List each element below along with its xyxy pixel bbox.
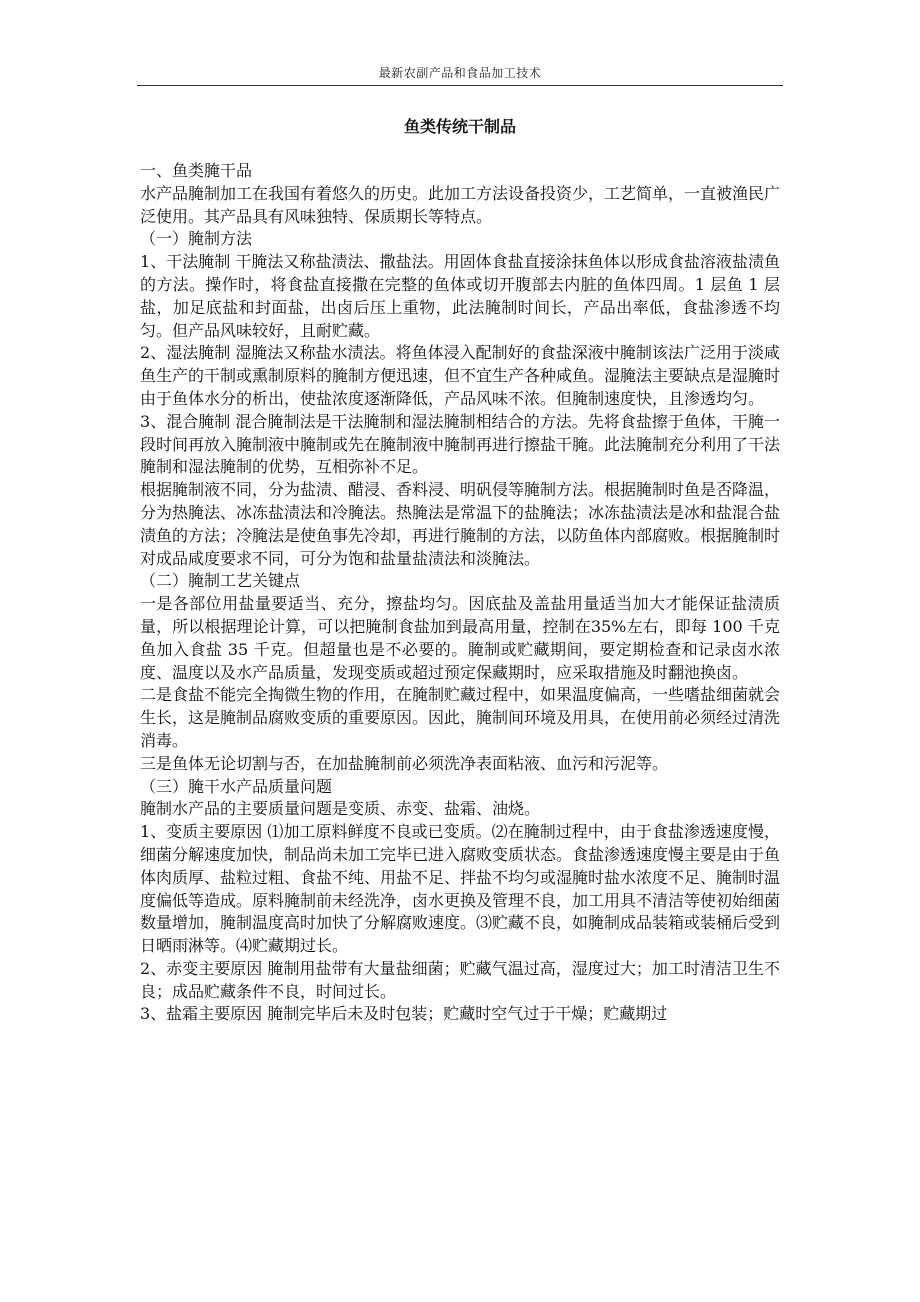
paragraph: 1、干法腌制 干腌法又称盐渍法、撒盐法。用固体食盐直接涂抹鱼体以形成食盐溶液盐渍鱼的方法。操作时，将食盐直接撒在完整的鱼体或切开腹部去内脏的鱼体四周。1 层鱼 1 层盐，加足底盐和封面盐，出卤后压上重物，此法腌制时间长，产品出率低，食盐渗透不均匀。但产品风味较好，且耐贮藏。: [140, 252, 780, 340]
paragraph: 一是各部位用盐量要适当、充分，擦盐均匀。因底盐及盖盐用量适当加大才能保证盐渍质量，所以根据理论计算，可以把腌制食盐加到最高用量，控制在35%左右，即每 100 千克鱼加入食盐 35 千克。但超量也是不必要的。腌制或贮藏期间，要定期检查和记录卤水浓度、温度以及水产品质量，发现变质或超过预定保藏期时，应采取措施及时翻池换卤。: [140, 594, 780, 682]
paragraph: 1、变质主要原因 ⑴加工原料鲜度不良或已变质。⑵在腌制过程中，由于食盐渗透速度慢，细菌分解速度加快，制品尚未加工完毕已进入腐败变质状态。食盐渗透速度慢主要是由于鱼体肉质厚、盐粒过粗、食盐不纯、用盐不足、拌盐不均匀或湿腌时盐水浓度不足、腌制时温度偏低等造成。原料腌制前未经洗净，卤水更换及管理不良，加工用具不清洁等使初始细菌数量增加，腌制温度高时加快了分解腐败速度。⑶贮藏不良，如腌制成品装箱或装桶后受到日晒雨淋等。⑷贮藏期过长。: [140, 822, 781, 956]
section-heading: 一、鱼类腌干品: [140, 161, 253, 180]
subsection-heading: （一）腌制方法: [140, 229, 253, 249]
document-title: 鱼类传统干制品: [403, 117, 516, 136]
paragraph: 2、赤变主要原因 腌制用盐带有大量盐细菌；贮藏气温过高，湿度过大；加工时清洁卫生不良；成品贮藏条件不良，时间过长。: [140, 958, 780, 1001]
paragraph: 3、盐霜主要原因 腌制完毕后未及时包装；贮藏时空气过于干燥；贮藏期过: [140, 1004, 668, 1024]
paragraph: 二是食盐不能完全掏微生物的作用，在腌制贮藏过程中，如果温度偏高，一些嗜盐细菌就会生长，这是腌制品腐败变质的重要原因。因此，腌制间环境及用具，在使用前必须经过清洗消毒。: [140, 685, 781, 750]
document-body: [140, 160, 780, 1026]
paragraph: 2、湿法腌制 湿腌法又称盐水渍法。将鱼体浸入配制好的食盐深液中腌制该法广泛用于淡咸鱼生产的干制或熏制原料的腌制方便迅速，但不宜生产各种咸鱼。湿腌法主要缺点是湿腌时由于鱼体水分的析出，使盐浓度逐渐降低，产品风味不浓。但腌制速度快，且渗透均匀。: [140, 343, 781, 408]
paragraph: 三是鱼体无论切割与否，在加盐腌制前必须洗净表面粘液、血污和污泥等。: [140, 753, 669, 773]
paragraph: 3、混合腌制 混合腌制法是干法腌制和湿法腌制相结合的方法。先将食盐擦于鱼体，干腌一段时间再放入腌制液中腌制或先在腌制液中腌制再进行擦盐干腌。此法腌制充分利用了干法腌制和湿法腌制的优势，互相弥补不足。: [140, 411, 781, 477]
subsection-heading: （二）腌制工艺关键点: [140, 571, 301, 591]
paragraph: 水产品腌制加工在我国有着悠久的历史。此加工方法设备投资少，工艺简单，一直被渔民广泛使用。其产品具有风味独特、保质期长等特点。: [140, 183, 781, 226]
subsection-heading: （三）腌干水产品质量问题: [140, 776, 333, 796]
header-divider: [137, 85, 783, 86]
page-header: 最新农副产品和食品加工技术: [378, 66, 542, 80]
paragraph: 腌制水产品的主要质量问题是变质、赤变、盐霜、油烧。: [140, 799, 541, 819]
paragraph: 根据腌制液不同，分为盐渍、醋浸、香料浸、明矾侵等腌制方法。根据腌制时鱼是否降温，分为热腌法、冰冻盐渍法和冷腌法。热腌法是常温下的盐腌法；冰冻盐渍法是冰和盐混合盐渍鱼的方法；冷腌法是使鱼事先冷却，再进行腌制的方法，以防鱼体内部腐败。根据腌制时对成品咸度要求不同，可分为饱和盐量盐渍法和淡腌法。: [140, 480, 781, 568]
